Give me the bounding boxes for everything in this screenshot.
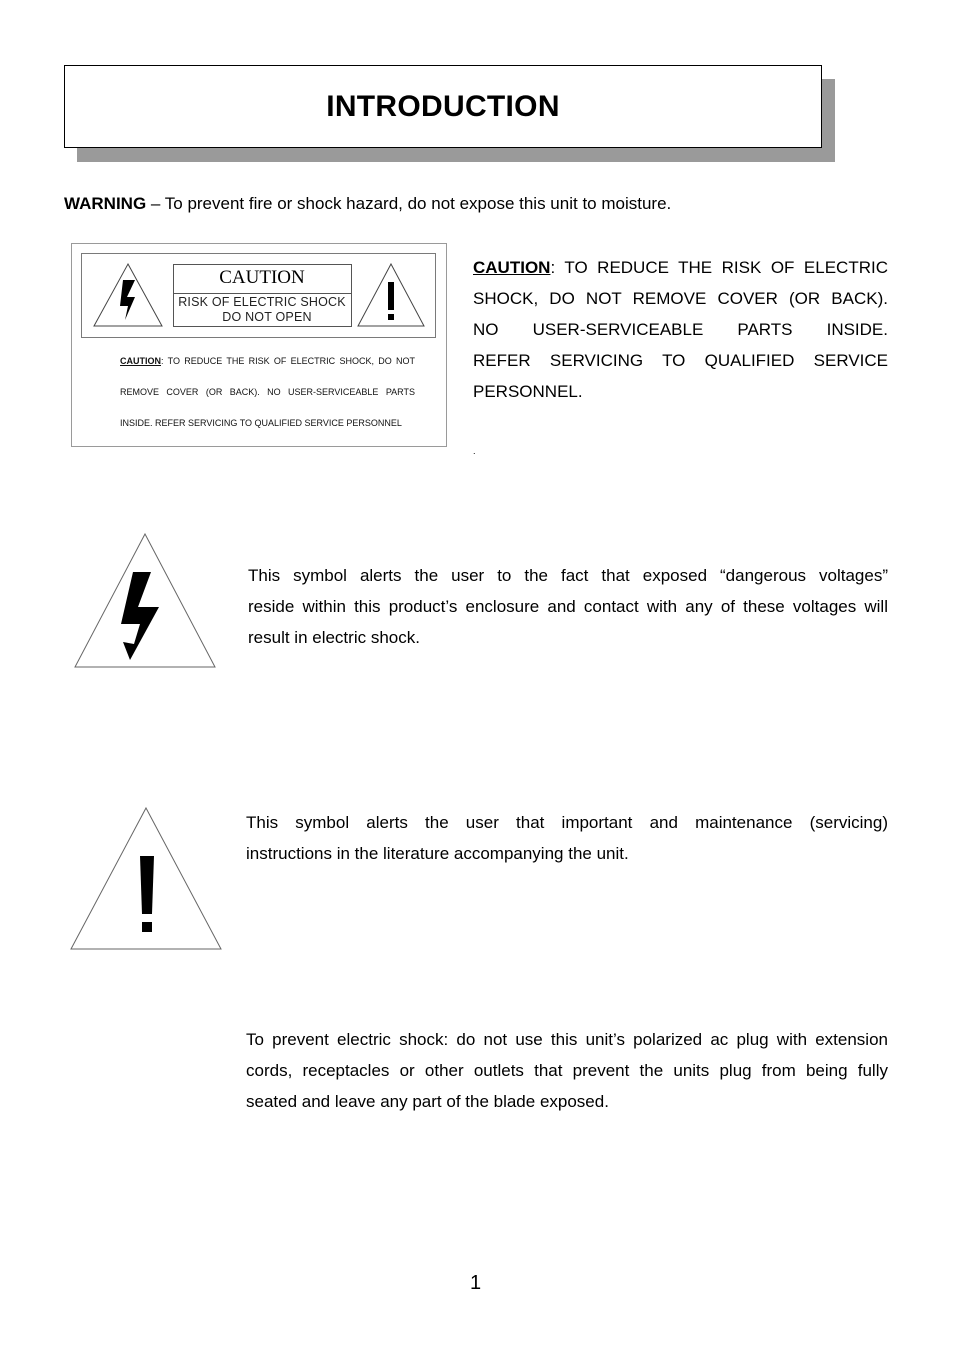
label-small-line1-text: : TO REDUCE THE RISK OF ELECTRIC SHOCK, DO NOT xyxy=(161,356,415,366)
lightning-line1: This symbol alerts the user to the fact that exposed “dangerous voltages” xyxy=(248,566,888,585)
label-caption-line1: RISK OF ELECTRIC SHOCK xyxy=(178,295,346,309)
exclamation-description xyxy=(246,807,888,869)
lightning-warning-icon xyxy=(72,532,218,670)
caution-line4: REFER SERVICING TO QUALIFIED SERVICE xyxy=(473,351,888,370)
stray-dot: . xyxy=(473,446,476,456)
warning-label: WARNING xyxy=(64,194,147,213)
warning-text: – To prevent fire or shock hazard, do not expose this unit to moisture. xyxy=(146,194,672,213)
label-caption-divider xyxy=(173,293,351,294)
lightning-line2: reside within this product’s enclosure and contact with any of these voltages will xyxy=(248,597,888,616)
lightning-line3: result in electric shock. xyxy=(248,628,420,647)
caution-line1 xyxy=(473,252,888,283)
label-caption-line2: DO NOT OPEN xyxy=(222,310,312,324)
page-title: INTRODUCTION xyxy=(326,89,560,123)
plug-line2: cords, receptacles or other outlets that prevent the units plug from being fully xyxy=(246,1061,888,1080)
exclamation-warning-icon xyxy=(68,806,224,952)
warning-line xyxy=(64,194,671,214)
caution-label: CAUTION xyxy=(473,258,551,277)
label-small-line1 xyxy=(120,356,415,366)
label-lightning-icon xyxy=(92,262,164,328)
label-small-caution: CAUTION xyxy=(120,356,161,366)
caution-line5: PERSONNEL. xyxy=(473,382,583,401)
label-exclamation-icon xyxy=(356,262,426,328)
caution-paragraph xyxy=(473,252,888,407)
lightning-description xyxy=(248,560,888,653)
caution-line3: NO USER-SERVICEABLE PARTS INSIDE. xyxy=(473,320,888,339)
plug-line1: To prevent electric shock: do not use this unit’s polarized ac plug with extension xyxy=(246,1030,888,1049)
title-box xyxy=(64,65,822,148)
page-number: 1 xyxy=(470,1272,482,1294)
plug-notice xyxy=(246,1024,888,1117)
plug-line3: seated and leave any part of the blade exposed. xyxy=(246,1092,609,1111)
label-caption-title: CAUTION xyxy=(219,267,305,288)
exclamation-line2: instructions in the literature accompanying the unit. xyxy=(246,844,629,863)
caution-line1-text: : TO REDUCE THE RISK OF ELECTRIC xyxy=(550,258,888,277)
caution-line2: SHOCK, DO NOT REMOVE COVER (OR BACK). xyxy=(473,289,888,308)
exclamation-line1: This symbol alerts the user that important and maintenance (servicing) xyxy=(246,813,888,832)
label-small-line2: REMOVE COVER (OR BACK). NO USER-SERVICEABLE PARTS xyxy=(120,387,415,397)
label-small-line3: INSIDE. REFER SERVICING TO QUALIFIED SERVICE PERSONNEL xyxy=(120,418,402,428)
